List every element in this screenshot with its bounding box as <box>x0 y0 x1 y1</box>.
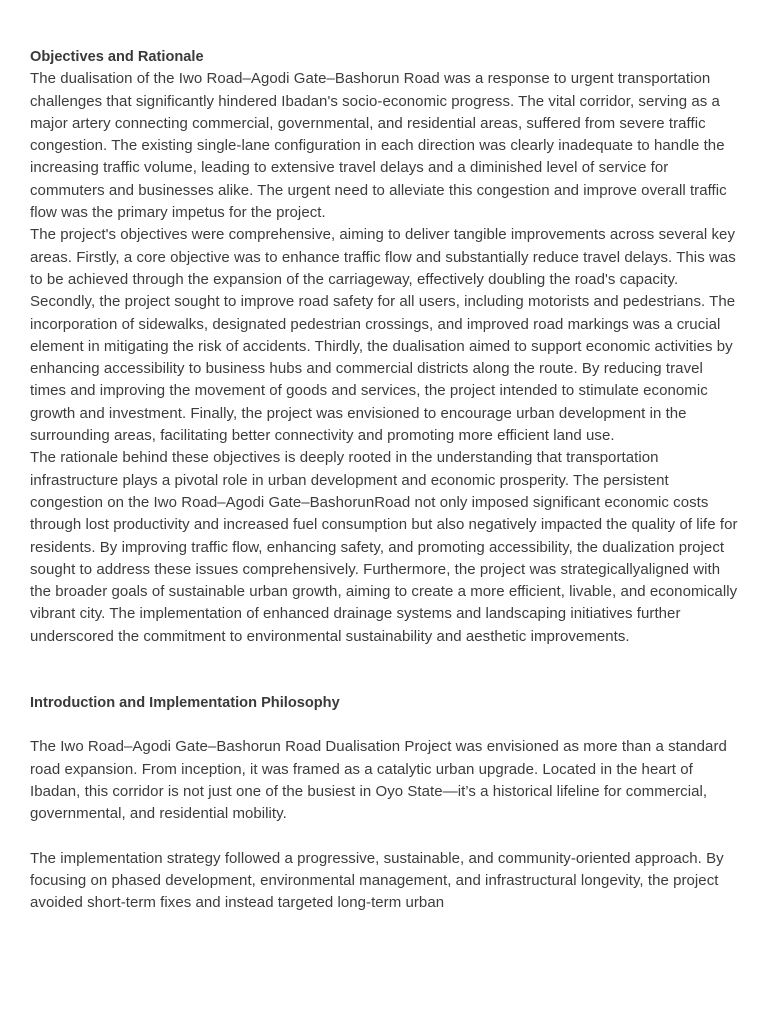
document-page <box>30 46 742 914</box>
paragraph-spacer <box>30 826 742 848</box>
paragraph-objectives-intro: The dualisation of the Iwo Road–Agodi Gate–Bashorun Road was a response to urgent transportation challenges that significantly hindered Ibadan's socio-economic progress. The vital corridor, serving as a major artery connecting commercial, governmental, and residential areas, suffered from severe traffic congestion. The existing single-lane configuration in each direction was clearly inadequate to handle the increasing traffic volume, leading to extensive travel delays and a diminished level of service for commuters and businesses alike. The urgent need to alleviate this congestion and improve overall traffic flow was the primary impetus for the project. <box>30 70 727 222</box>
heading-spacer <box>30 714 742 736</box>
paragraph-introduction: The Iwo Road–Agodi Gate–Bashorun Road Dualisation Project was envisioned as more than a standard road expansion. From inception, it was framed as a catalytic urban upgrade. Located in the heart of Ibadan, this corridor is not just one of the busiest in Oyo State—it’s a historical lifeline for commercial, governmental, and residential mobility. <box>30 738 727 823</box>
section-spacer <box>30 648 742 692</box>
paragraph-implementation: The implementation strategy followed a progressive, sustainable, and community-oriented approach. By focusing on phased development, environmental management, and infrastructural longevity, the project avoided short-term fixes and instead targeted long-term urban <box>30 849 724 912</box>
paragraph-rationale: The rationale behind these objectives is deeply rooted in the understanding that transportation infrastructure plays a pivotal role in urban development and economic prosperity. The persistent congestion on the Iwo Road–Agodi Gate–BashorunRoad not only imposed significant economic costs through lost productivity and increased fuel consumption but also negatively impacted the quality of life for residents. By improving traffic flow, enhancing safety, and promoting accessibility, the dualization project sought to address these issues comprehensively. Furthermore, the project was strategicallyaligned with the broader goals of sustainable urban growth, aiming to create a more efficient, livable, and economically vibrant city. The implementation of enhanced drainage systems and landscaping initiatives further underscored the commitment to environmental sustainability and aesthetic improvements. <box>30 449 738 645</box>
section-heading-introduction: Introduction and Implementation Philosophy <box>30 695 340 712</box>
section-heading-objectives: Objectives and Rationale <box>30 49 204 65</box>
paragraph-objectives-list: The project's objectives were comprehensive, aiming to deliver tangible improvements across several key areas. Firstly, a core objective was to enhance traffic flow and substantially reduce travel delays. This was to be achieved through the expansion of the carriageway, effectively doubling the road's capacity. Secondly, the project sought to improve road safety for all users, including motorists and pedestrians. The incorporation of sidewalks, designated pedestrian crossings, and improved road markings was a crucial element in mitigating the risk of accidents. Thirdly, the dualisation aimed to support economic activities by enhancing accessibility to business hubs and commercial districts along the route. By reducing travel times and improving the movement of goods and services, the project intended to stimulate economic growth and investment. Finally, the project was envisioned to encourage urban development in the surrounding areas, facilitating better connectivity and promoting more efficient land use. <box>30 226 736 445</box>
